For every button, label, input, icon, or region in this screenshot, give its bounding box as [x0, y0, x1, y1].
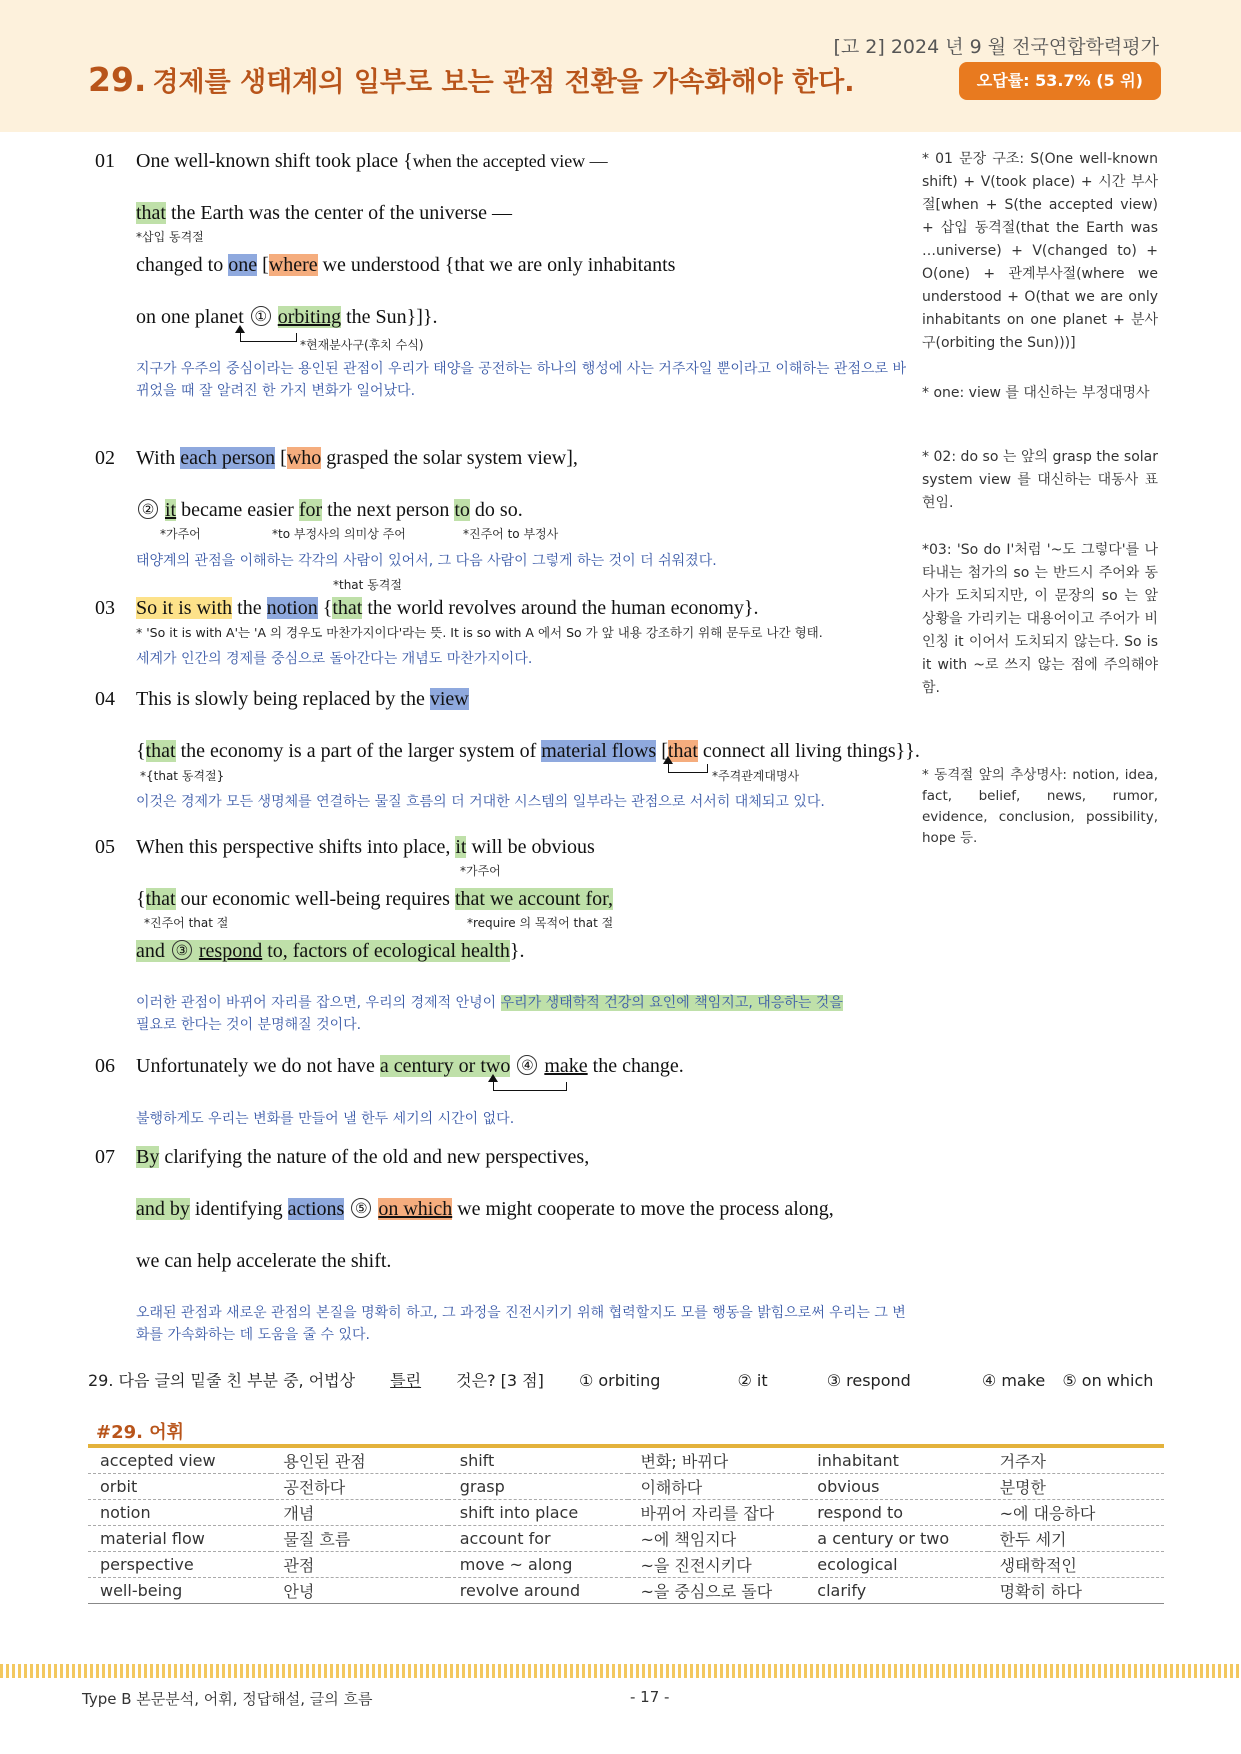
modifier-arrow-06 [493, 1082, 567, 1091]
title-text: 경제를 생태계의 일부로 보는 관점 전환을 가속화해야 한다. [152, 67, 855, 98]
s06-line1: Unfortunately we do not have a century or two ④ make the change. [136, 1055, 684, 1077]
vocab-term: shift into place [448, 1500, 629, 1526]
option-5[interactable]: ⑤ on which [1062, 1371, 1154, 1390]
s01-translation: 지구가 우주의 중심이라는 용인된 관점이 우리가 태양을 공전하는 하나의 행성에 사는 거주자일 뿐이라고 이해하는 관점으로 바뀌었을 때 잘 알려진 한 가지 변화가 일어났다. [136, 361, 906, 399]
vocab-term: notion [88, 1500, 271, 1526]
vocab-meaning: 한두 세기 [988, 1526, 1164, 1552]
note-real-subject-that: *진주어 that 절 [144, 916, 229, 930]
side-note-01b: * one: view 를 대신하는 부정대명사 [922, 385, 1150, 401]
footer-label: Type B 본문분석, 어휘, 정답해설, 글의 흐름 [82, 1690, 373, 1708]
sentence-number-05: 05 [95, 836, 115, 858]
option-2[interactable]: ② it [737, 1371, 768, 1390]
vocab-term: accepted view [88, 1446, 271, 1474]
vocab-meaning: 변화; 바뀌다 [628, 1446, 805, 1474]
s04-line2: {that the economy is a part of the larger system of material flows [that connect all living things}}. [136, 740, 920, 762]
page-title [88, 60, 855, 99]
s05-line2: {that our economic well-being requires that we account for, [136, 888, 613, 910]
side-note-03: *03: 'So do I'처럼 '~도 그렇다'를 나타내는 첨가의 so 는 반드시 주어와 동사가 도치되지만, 이 문장의 so 는 앞 상황을 가리키는 대용어이고 주어가 비인칭 it 이어서 도치되지 않는다. So is it with ~로 쓰지 않는 점에 주의해야 함. [922, 542, 1158, 696]
vocab-meaning: 바뀌어 자리를 잡다 [628, 1500, 805, 1526]
vocab-meaning: ~을 중심으로 돌다 [628, 1578, 805, 1604]
note-appositive-that: *that 동격절 [333, 578, 402, 592]
s01-line1: One well-known shift took place {when the accepted view — [136, 150, 608, 172]
vocab-term: shift [448, 1446, 629, 1474]
vocab-row [88, 1526, 1164, 1552]
vocab-meaning: 생태학적인 [988, 1552, 1164, 1578]
sentence-number-04: 04 [95, 688, 115, 710]
vocab-meaning: 이해하다 [628, 1474, 805, 1500]
note-that-appositive: *{that 동격절} [140, 769, 225, 783]
s01-line3: changed to one [where we understood {that we are only inhabitants [136, 254, 676, 276]
page-number: - 17 - [630, 1688, 670, 1706]
s04-translation: 이것은 경제가 모든 생명체를 연결하는 물질 흐름의 더 거대한 시스템의 일부라는 관점으로 서서히 대체되고 있다. [136, 794, 825, 810]
vocab-meaning: 안녕 [271, 1578, 447, 1604]
note-sense-subject: *to 부정사의 의미상 주어 [272, 527, 406, 541]
vocab-meaning: 공전하다 [271, 1474, 447, 1500]
s01-line2: that the Earth was the center of the universe — [136, 202, 512, 224]
sentence-number-02: 02 [95, 447, 115, 469]
s03-line1: So it is with the notion {that the world revolves around the human economy}. [136, 597, 759, 619]
vocab-meaning: 관점 [271, 1552, 447, 1578]
vocab-row [88, 1474, 1164, 1500]
s06-translation: 불행하게도 우리는 변화를 만들어 낼 한두 세기의 시간이 없다. [136, 1111, 515, 1127]
side-note-02: * 02: do so 는 앞의 grasp the solar system view 를 대신하는 대동사 표현임. [922, 449, 1158, 511]
option-1[interactable]: ① orbiting [578, 1371, 661, 1390]
vocab-meaning: 개념 [271, 1500, 447, 1526]
sentence-number-03: 03 [95, 597, 115, 619]
s04-line1: This is slowly being replaced by the view [136, 688, 469, 710]
error-rate-badge: 오답률: 53.7% (5 위) [959, 62, 1161, 100]
vocab-term: ecological [805, 1552, 987, 1578]
s07-translation: 오래된 관점과 새로운 관점의 본질을 명확히 하고, 그 과정을 진전시키기 위해 협력할지도 모를 행동을 밝힘으로써 우리는 그 변화를 가속화하는 데 도움을 줄 수 있다. [136, 1305, 906, 1343]
s01-line4: on one planet ① orbiting the Sun}]}. [136, 306, 438, 328]
option-3[interactable]: ③ respond [826, 1371, 911, 1390]
footer-band [0, 1664, 1241, 1678]
relative-arrow [668, 764, 708, 773]
vocab-term: move ~ along [448, 1552, 629, 1578]
vocab-row [88, 1578, 1164, 1604]
s05-translation: 이러한 관점이 바뀌어 자리를 잡으면, 우리의 경제적 안녕이 우리가 생태학적 건강의 요인에 책임지고, 대응하는 것을 필요로 한다는 것이 분명해질 것이다. [136, 995, 843, 1033]
vocab-term: revolve around [448, 1578, 629, 1604]
vocab-term: respond to [805, 1500, 987, 1526]
sentence-number-07: 07 [95, 1146, 115, 1168]
modifier-arrow [240, 333, 297, 342]
s02-translation: 태양계의 관점을 이해하는 각각의 사람이 있어서, 그 다음 사람이 그렇게 하는 것이 더 쉬워졌다. [136, 553, 717, 569]
s02-line1: With each person [who grasped the solar system view], [136, 447, 578, 469]
s07-line2: and by identifying actions ⑤ on which we might cooperate to move the process along, [136, 1198, 834, 1220]
vocab-term: a century or two [805, 1526, 987, 1552]
vocab-term: inhabitant [805, 1446, 987, 1474]
circled-number-2: ② [138, 499, 158, 519]
note-relative-pronoun: *주격관계대명사 [712, 769, 800, 783]
vocab-title: #29. 어휘 [96, 1422, 185, 1443]
vocab-meaning: 물질 흐름 [271, 1526, 447, 1552]
note-present-participle: *현재분사구(후치 수식) [300, 338, 424, 352]
question-line: 29. 다음 글의 밑줄 친 부분 중, 어법상 틀린 것은? [3 점] ① orbiting ② it ③ respond ④ make ⑤ on which [88, 1371, 1154, 1390]
header-band [0, 0, 1241, 132]
side-note-01: * 01 문장 구조: S(One well-known shift) + V(took place) + 시간 부사절[when + S(the accepted view) + 삽입 동격절(that the Earth was …universe) + V(changed to) + O(one) + 관계부사절(where we understood + O(that we are only inhabitants on one planet + 분사구(orbiting the Sun)))] [922, 151, 1158, 351]
vocab-term: material flow [88, 1526, 271, 1552]
note-insert-appositive: *삽입 동격절 [136, 230, 204, 244]
vocab-term: clarify [805, 1578, 987, 1604]
exam-label: [고 2] 2024 년 9 월 전국연합학력평가 [833, 36, 1159, 58]
vocab-meaning: 명확히 하다 [988, 1578, 1164, 1604]
side-note-04: * 동격절 앞의 추상명사: notion, idea, fact, belief, news, rumor, evidence, conclusion, possibility, hope 등. [922, 767, 1158, 846]
circled-number-1: ① [251, 306, 271, 326]
s07-line3: we can help accelerate the shift. [136, 1250, 392, 1272]
note-so-it-is-with: * 'So it is with A'는 'A 의 경우도 마찬가지이다'라는 뜻. It is so with A 에서 So 가 앞 내용 강조하기 위해 문두로 나간 형태. [136, 625, 823, 640]
sentence-number-01: 01 [95, 150, 115, 172]
s07-line1: By clarifying the nature of the old and new perspectives, [136, 1146, 590, 1168]
vocab-term: well-being [88, 1578, 271, 1604]
note-dummy-it: *가주어 [460, 864, 501, 878]
s02-line2: ② it became easier for the next person to do so. [136, 499, 523, 522]
vocab-meaning: ~을 진전시키다 [628, 1552, 805, 1578]
vocab-term: orbit [88, 1474, 271, 1500]
vocab-meaning: ~에 대응하다 [988, 1500, 1164, 1526]
vocab-meaning: 분명한 [988, 1474, 1164, 1500]
vocab-term: obvious [805, 1474, 987, 1500]
note-dummy-subject: *가주어 [160, 527, 201, 541]
option-4[interactable]: ④ make [981, 1371, 1046, 1390]
note-require-object: *require 의 목적어 that 절 [467, 916, 614, 930]
vocab-term: perspective [88, 1552, 271, 1578]
vocab-meaning: ~에 책임지다 [628, 1526, 805, 1552]
circled-number-3: ③ [172, 940, 192, 960]
sentence-number-06: 06 [95, 1055, 115, 1077]
s03-translation: 세계가 인간의 경제를 중심으로 돌아간다는 개념도 마찬가지이다. [136, 651, 533, 667]
vocab-row [88, 1500, 1164, 1526]
vocab-term: account for [448, 1526, 629, 1552]
circled-number-5: ⑤ [351, 1198, 371, 1218]
vocab-row [88, 1552, 1164, 1578]
vocab-meaning: 거주자 [988, 1446, 1164, 1474]
vocab-table [88, 1444, 1164, 1604]
note-real-subject: *진주어 to 부정사 [463, 527, 559, 541]
question-number: 29. [88, 60, 147, 99]
circled-number-4: ④ [517, 1055, 537, 1075]
vocab-term: grasp [448, 1474, 629, 1500]
s05-line1: When this perspective shifts into place, it will be obvious [136, 836, 595, 858]
vocab-meaning: 용인된 관점 [271, 1446, 447, 1474]
s05-line3: and ③ respond to, factors of ecological health}. [136, 940, 525, 962]
vocab-row [88, 1446, 1164, 1474]
